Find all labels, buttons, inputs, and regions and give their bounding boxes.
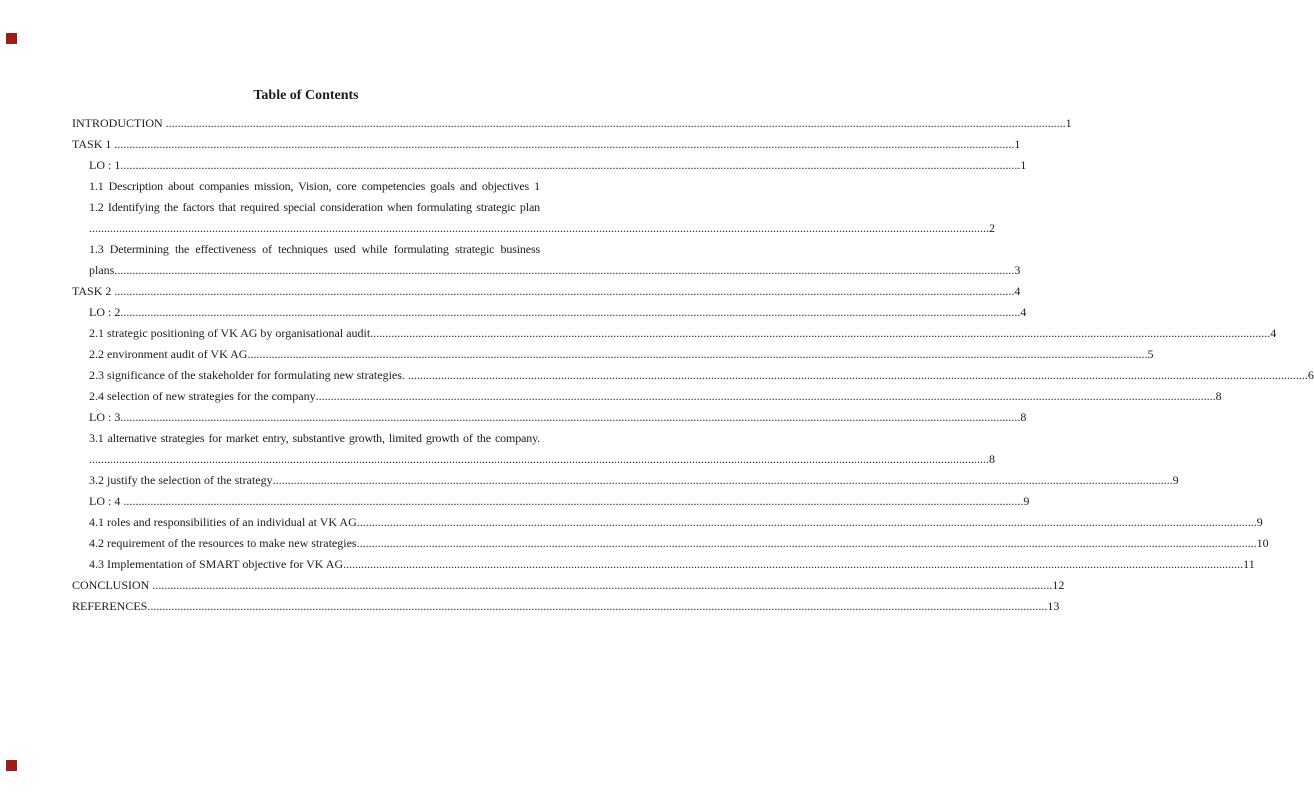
- dot-leader: ............................................................................................................................................................................................................................................................................................................: [370, 326, 1271, 340]
- toc-entry-text: 3.1 alternative strategies for market entry, substantive growth, limited growth of the company.: [89, 431, 540, 445]
- dot-leader: ............................................................................................................................................................................................................................................................................................................: [343, 557, 1244, 571]
- page-number: 9: [1172, 473, 1179, 487]
- toc-row: [72, 218, 995, 239]
- toc-entry-text: 1.1 Description about companies mission, Vision, core competencies goals and objectives 1: [89, 179, 540, 193]
- toc-row: [72, 491, 1030, 512]
- dot-leader: ............................................................................................................................................................................................................................................................................................................: [147, 599, 1048, 613]
- toc-row: [72, 575, 1065, 596]
- toc-row: [72, 323, 1277, 344]
- toc-row: [72, 197, 540, 218]
- toc-row: [72, 281, 1021, 302]
- toc-row: [72, 407, 1027, 428]
- page-number: 1: [1014, 137, 1021, 151]
- page-title: Table of Contents: [253, 88, 359, 103]
- dot-leader: ............................................................................................................................................................................................................................................................................................................: [120, 410, 1021, 424]
- toc-entry-text: 2.2 environment audit of VK AG: [89, 347, 248, 361]
- page-number: 3: [1014, 263, 1021, 277]
- toc-row: [72, 113, 1072, 134]
- toc-entry-text: plans: [89, 263, 115, 277]
- toc-row: [72, 260, 1021, 281]
- toc-row: [72, 596, 1060, 617]
- toc-list: [72, 113, 1314, 617]
- toc-row: [72, 470, 1179, 491]
- dot-leader: ............................................................................................................................................................................................................................................................................................................: [152, 578, 1053, 592]
- toc-row: [72, 176, 540, 197]
- toc-entry-text: TASK 1: [72, 137, 115, 151]
- dot-leader: ............................................................................................................................................................................................................................................................................................................: [120, 158, 1021, 172]
- page-number: 5: [1147, 347, 1154, 361]
- toc-entry-text: REFERENCES: [72, 599, 148, 613]
- toc-row: [72, 554, 1255, 575]
- page-number: 1: [1065, 116, 1072, 130]
- toc-row: [72, 302, 1027, 323]
- toc-entry-text: LO : 2: [89, 305, 121, 319]
- dot-leader: ............................................................................................................................................................................................................................................................................................................: [356, 515, 1257, 529]
- toc-row: [72, 428, 540, 449]
- toc-entry-text: INTRODUCTION: [72, 116, 166, 130]
- dot-leader: ............................................................................................................................................................................................................................................................................................................: [114, 263, 1015, 277]
- red-corner-mark-bottom: [6, 760, 17, 771]
- toc-entry-text: 1.2 Identifying the factors that required special consideration when formulating strategic plan: [89, 200, 540, 214]
- toc-entry-text: TASK 2: [72, 284, 115, 298]
- page-number: 10: [1256, 536, 1269, 550]
- page-number: 8: [1215, 389, 1222, 403]
- dot-leader: ............................................................................................................................................................................................................................................................................................................: [247, 347, 1148, 361]
- dot-leader: ............................................................................................................................................................................................................................................................................................................: [89, 221, 989, 235]
- page-number: 8: [989, 452, 995, 466]
- toc-row: [72, 155, 1027, 176]
- page-number: 1: [1020, 158, 1027, 172]
- dot-leader: ............................................................................................................................................................................................................................................................................................................: [165, 116, 1066, 130]
- dot-leader: ............................................................................................................................................................................................................................................................................................................: [114, 137, 1015, 151]
- page-number: 6: [1307, 368, 1314, 382]
- toc-row: [72, 533, 1269, 554]
- dot-leader: ............................................................................................................................................................................................................................................................................................................: [120, 305, 1021, 319]
- page-number: 2: [989, 221, 995, 235]
- toc-entry-text: LO : 4: [89, 494, 124, 508]
- toc-entry-text: LO : 1: [89, 158, 121, 172]
- page-number: 13: [1047, 599, 1060, 613]
- page-number: 9: [1256, 515, 1263, 529]
- dot-leader: ............................................................................................................................................................................................................................................................................................................: [356, 536, 1257, 550]
- toc-entry-text: 2.1 strategic positioning of VK AG by organisational audit: [89, 326, 371, 340]
- toc-entry-text: LO : 3: [89, 410, 121, 424]
- page-number: 12: [1052, 578, 1065, 592]
- toc-row: [72, 512, 1263, 533]
- toc-row: [72, 239, 540, 260]
- toc-row: [72, 386, 1222, 407]
- dot-leader: ............................................................................................................................................................................................................................................................................................................: [272, 473, 1173, 487]
- red-corner-mark-top: [6, 33, 17, 44]
- page-number: 8: [1020, 410, 1027, 424]
- page-number: 9: [1023, 494, 1030, 508]
- page-number: 11: [1243, 557, 1255, 571]
- toc-entry-text: 2.4 selection of new strategies for the company: [89, 389, 316, 403]
- toc-entry-text: 2.3 significance of the stakeholder for formulating new strategies.: [89, 368, 408, 382]
- dot-leader: ............................................................................................................................................................................................................................................................................................................: [114, 284, 1015, 298]
- toc-row: [72, 344, 1154, 365]
- dot-leader: ............................................................................................................................................................................................................................................................................................................: [89, 452, 989, 466]
- toc-row: [72, 134, 1021, 155]
- toc-entry-text: 4.1 roles and responsibilities of an individual at VK AG: [89, 515, 357, 529]
- toc-entry-text: 4.2 requirement of the resources to make new strategies: [89, 536, 357, 550]
- toc-row: [72, 365, 1314, 386]
- toc-entry-text: 3.2 justify the selection of the strategy: [89, 473, 273, 487]
- page-number: 4: [1020, 305, 1027, 319]
- toc-entry-text: 1.3 Determining the effectiveness of techniques used while formulating strategic business: [89, 242, 540, 256]
- dot-leader: ............................................................................................................................................................................................................................................................................................................: [407, 368, 1308, 382]
- page-number: 4: [1014, 284, 1021, 298]
- page-number: 4: [1270, 326, 1277, 340]
- toc-entry-text: CONCLUSION: [72, 578, 153, 592]
- dot-leader: ............................................................................................................................................................................................................................................................................................................: [315, 389, 1216, 403]
- toc-row: [72, 449, 995, 470]
- dot-leader: ............................................................................................................................................................................................................................................................................................................: [123, 494, 1024, 508]
- toc-entry-text: 4.3 Implementation of SMART objective for VK AG: [89, 557, 344, 571]
